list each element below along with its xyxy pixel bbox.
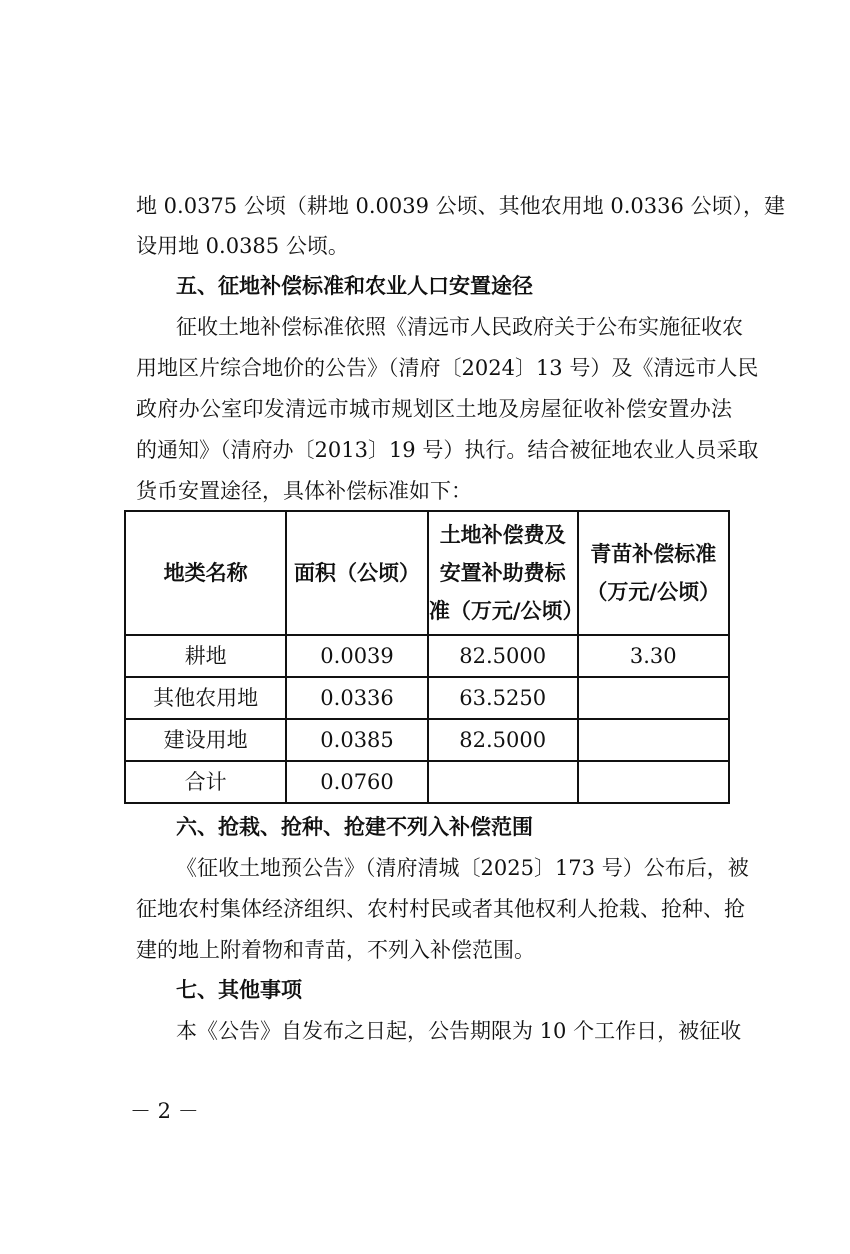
header-area: 面积（公顷） bbox=[286, 511, 428, 635]
paragraph-line: 征地农村集体经济组织、农村村民或者其他权利人抢栽、抢种、抢 bbox=[136, 897, 745, 921]
cell-area: 0.0760 bbox=[286, 761, 428, 803]
cell-land-type: 合计 bbox=[125, 761, 286, 803]
table-header-row bbox=[125, 511, 729, 635]
paragraph-line: 货币安置途径，具体补偿标准如下： bbox=[136, 479, 472, 503]
cell-compensation: 82.5000 bbox=[428, 635, 578, 677]
header-crops bbox=[578, 511, 729, 635]
cell-crops: 3.30 bbox=[578, 635, 729, 677]
cell-compensation: 82.5000 bbox=[428, 719, 578, 761]
header-crops-line: （万元/公顷） bbox=[586, 580, 721, 604]
cell-compensation bbox=[428, 761, 578, 803]
header-compensation bbox=[428, 511, 584, 635]
paragraph-line: 的通知》（清府办〔2013〕19 号）执行。结合被征地农业人员采取 bbox=[136, 438, 759, 462]
cell-land-type: 其他农用地 bbox=[125, 677, 286, 719]
table-row-total bbox=[125, 761, 729, 803]
table-row bbox=[125, 635, 729, 677]
paragraph-line: 建的地上附着物和青苗，不列入补偿范围。 bbox=[136, 938, 535, 962]
cell-crops bbox=[578, 719, 729, 761]
header-land-type: 地类名称 bbox=[125, 511, 286, 635]
paragraph-line: 政府办公室印发清远市城市规划区土地及房屋征收补偿安置办法 bbox=[136, 397, 732, 421]
page-number: － 2 － bbox=[130, 1099, 199, 1123]
paragraph-line: 设用地 0.0385 公顷。 bbox=[136, 234, 349, 258]
cell-area: 0.0385 bbox=[286, 719, 428, 761]
header-crops-line: 青苗补偿标准 bbox=[590, 542, 717, 566]
paragraph-line: 本《公告》自发布之日起，公告期限为 10 个工作日，被征收 bbox=[176, 1019, 742, 1043]
cell-land-type: 耕地 bbox=[125, 635, 286, 677]
paragraph-line: 用地区片综合地价的公告》（清府〔2024〕13 号）及《清远市人民 bbox=[136, 356, 759, 380]
compensation-table bbox=[124, 510, 730, 804]
section-heading-5: 五、征地补偿标准和农业人口安置途径 bbox=[176, 274, 533, 298]
paragraph-line: 地 0.0375 公顷（耕地 0.0039 公顷、其他农用地 0.0336 公顷），建 bbox=[136, 194, 785, 218]
header-compensation-line: 土地补偿费及 bbox=[439, 523, 566, 547]
table-row bbox=[125, 719, 729, 761]
section-heading-7: 七、其他事项 bbox=[176, 978, 302, 1002]
cell-crops bbox=[578, 677, 729, 719]
cell-area: 0.0039 bbox=[286, 635, 428, 677]
header-compensation-line: 安置补助费标 bbox=[439, 561, 566, 585]
section-heading-6: 六、抢栽、抢种、抢建不列入补偿范围 bbox=[176, 815, 533, 839]
cell-compensation: 63.5250 bbox=[428, 677, 578, 719]
cell-area: 0.0336 bbox=[286, 677, 428, 719]
cell-land-type: 建设用地 bbox=[125, 719, 286, 761]
cell-crops bbox=[578, 761, 729, 803]
table-row bbox=[125, 677, 729, 719]
paragraph-line: 《征收土地预公告》（清府清城〔2025〕173 号）公布后，被 bbox=[176, 856, 749, 880]
header-compensation-line: 准（万元/公顷） bbox=[428, 599, 584, 623]
paragraph-line: 征收土地补偿标准依照《清远市人民政府关于公布实施征收农 bbox=[176, 315, 743, 339]
